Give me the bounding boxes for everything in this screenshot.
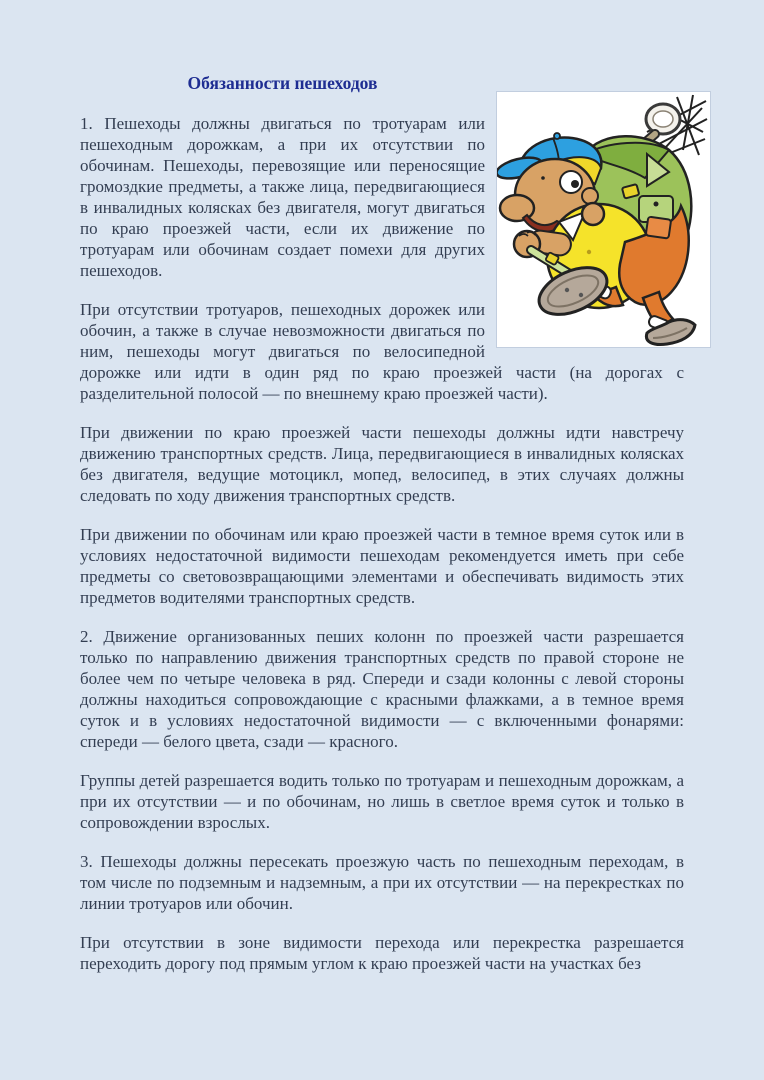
boy-with-butterfly-net-image xyxy=(497,92,710,347)
paragraph-5: 2. Движение организованных пеших колонн по проезжей части разрешается только по направлению движения транспортных средств по правой стороне не более чем по четыре человека в ряд. Спереди и сзади колонны с левой стороны должны находиться сопровождающие с красными флажками, а в темное время суток и в условиях недостаточной видимости — с включенными фонарями: спереди — белого цвета, сзади — красного. xyxy=(80,627,684,751)
paragraph-2: При отсутствии тротуаров, пешеходных дорожек или обочин, а также в случае невозможности двигаться по ним, пешеходы могут двигаться по велосипедной дорожке или идти в один ряд по краю проезжей части (на дорогах с разделительной полосой — по внешнему краю проезжей части). xyxy=(80,300,684,403)
paragraph-3: При движении по краю проезжей части пешеходы должны идти навстречу движению транспортных средств. Лица, передвигающиеся в инвалидных колясках без двигателя, ведущие мотоцикл, мопед, велосипед, в этих случаях должны следовать по ходу движения транспортных средств. xyxy=(80,423,684,505)
paragraph-7: 3. Пешеходы должны пересекать проезжую часть по пешеходным переходам, в том числе по подземным и надземным, а при их отсутствии — на перекрестках по линии тротуаров или обочин. xyxy=(80,852,684,913)
paragraph-8: При отсутствии в зоне видимости перехода или перекрестка разрешается переходить дорогу под прямым углом к краю проезжей части на участках без xyxy=(80,933,684,973)
paragraph-6: Группы детей разрешается водить только по тротуарам и пешеходным дорожкам, а при их отсутствии — и по обочинам, но лишь в светлое время суток и только в сопровождении взрослых. xyxy=(80,771,684,832)
paragraph-4: При движении по обочинам или краю проезжей части в темное время суток или в условиях недостаточной видимости пешеходам рекомендуется иметь при себе предметы со световозвращающими элементами и обеспечивать видимость этих предметов водителями транспортных средств. xyxy=(80,525,684,607)
page-title: Обязанности пешеходов xyxy=(187,73,378,93)
paragraph-1: 1. Пешеходы должны двигаться по тротуарам или пешеходным дорожкам, а при их отсутствии по обочинам. Пешеходы, перевозящие или переносящие громоздкие предметы, а также лица, передвигающиеся в инвалидных колясках без двигателя, могут двигаться по краю проезжей части, если их движение по тротуарам или обочинам создает помехи для других пешеходов. xyxy=(80,114,485,280)
pedestrian-boy-illustration xyxy=(497,92,710,347)
